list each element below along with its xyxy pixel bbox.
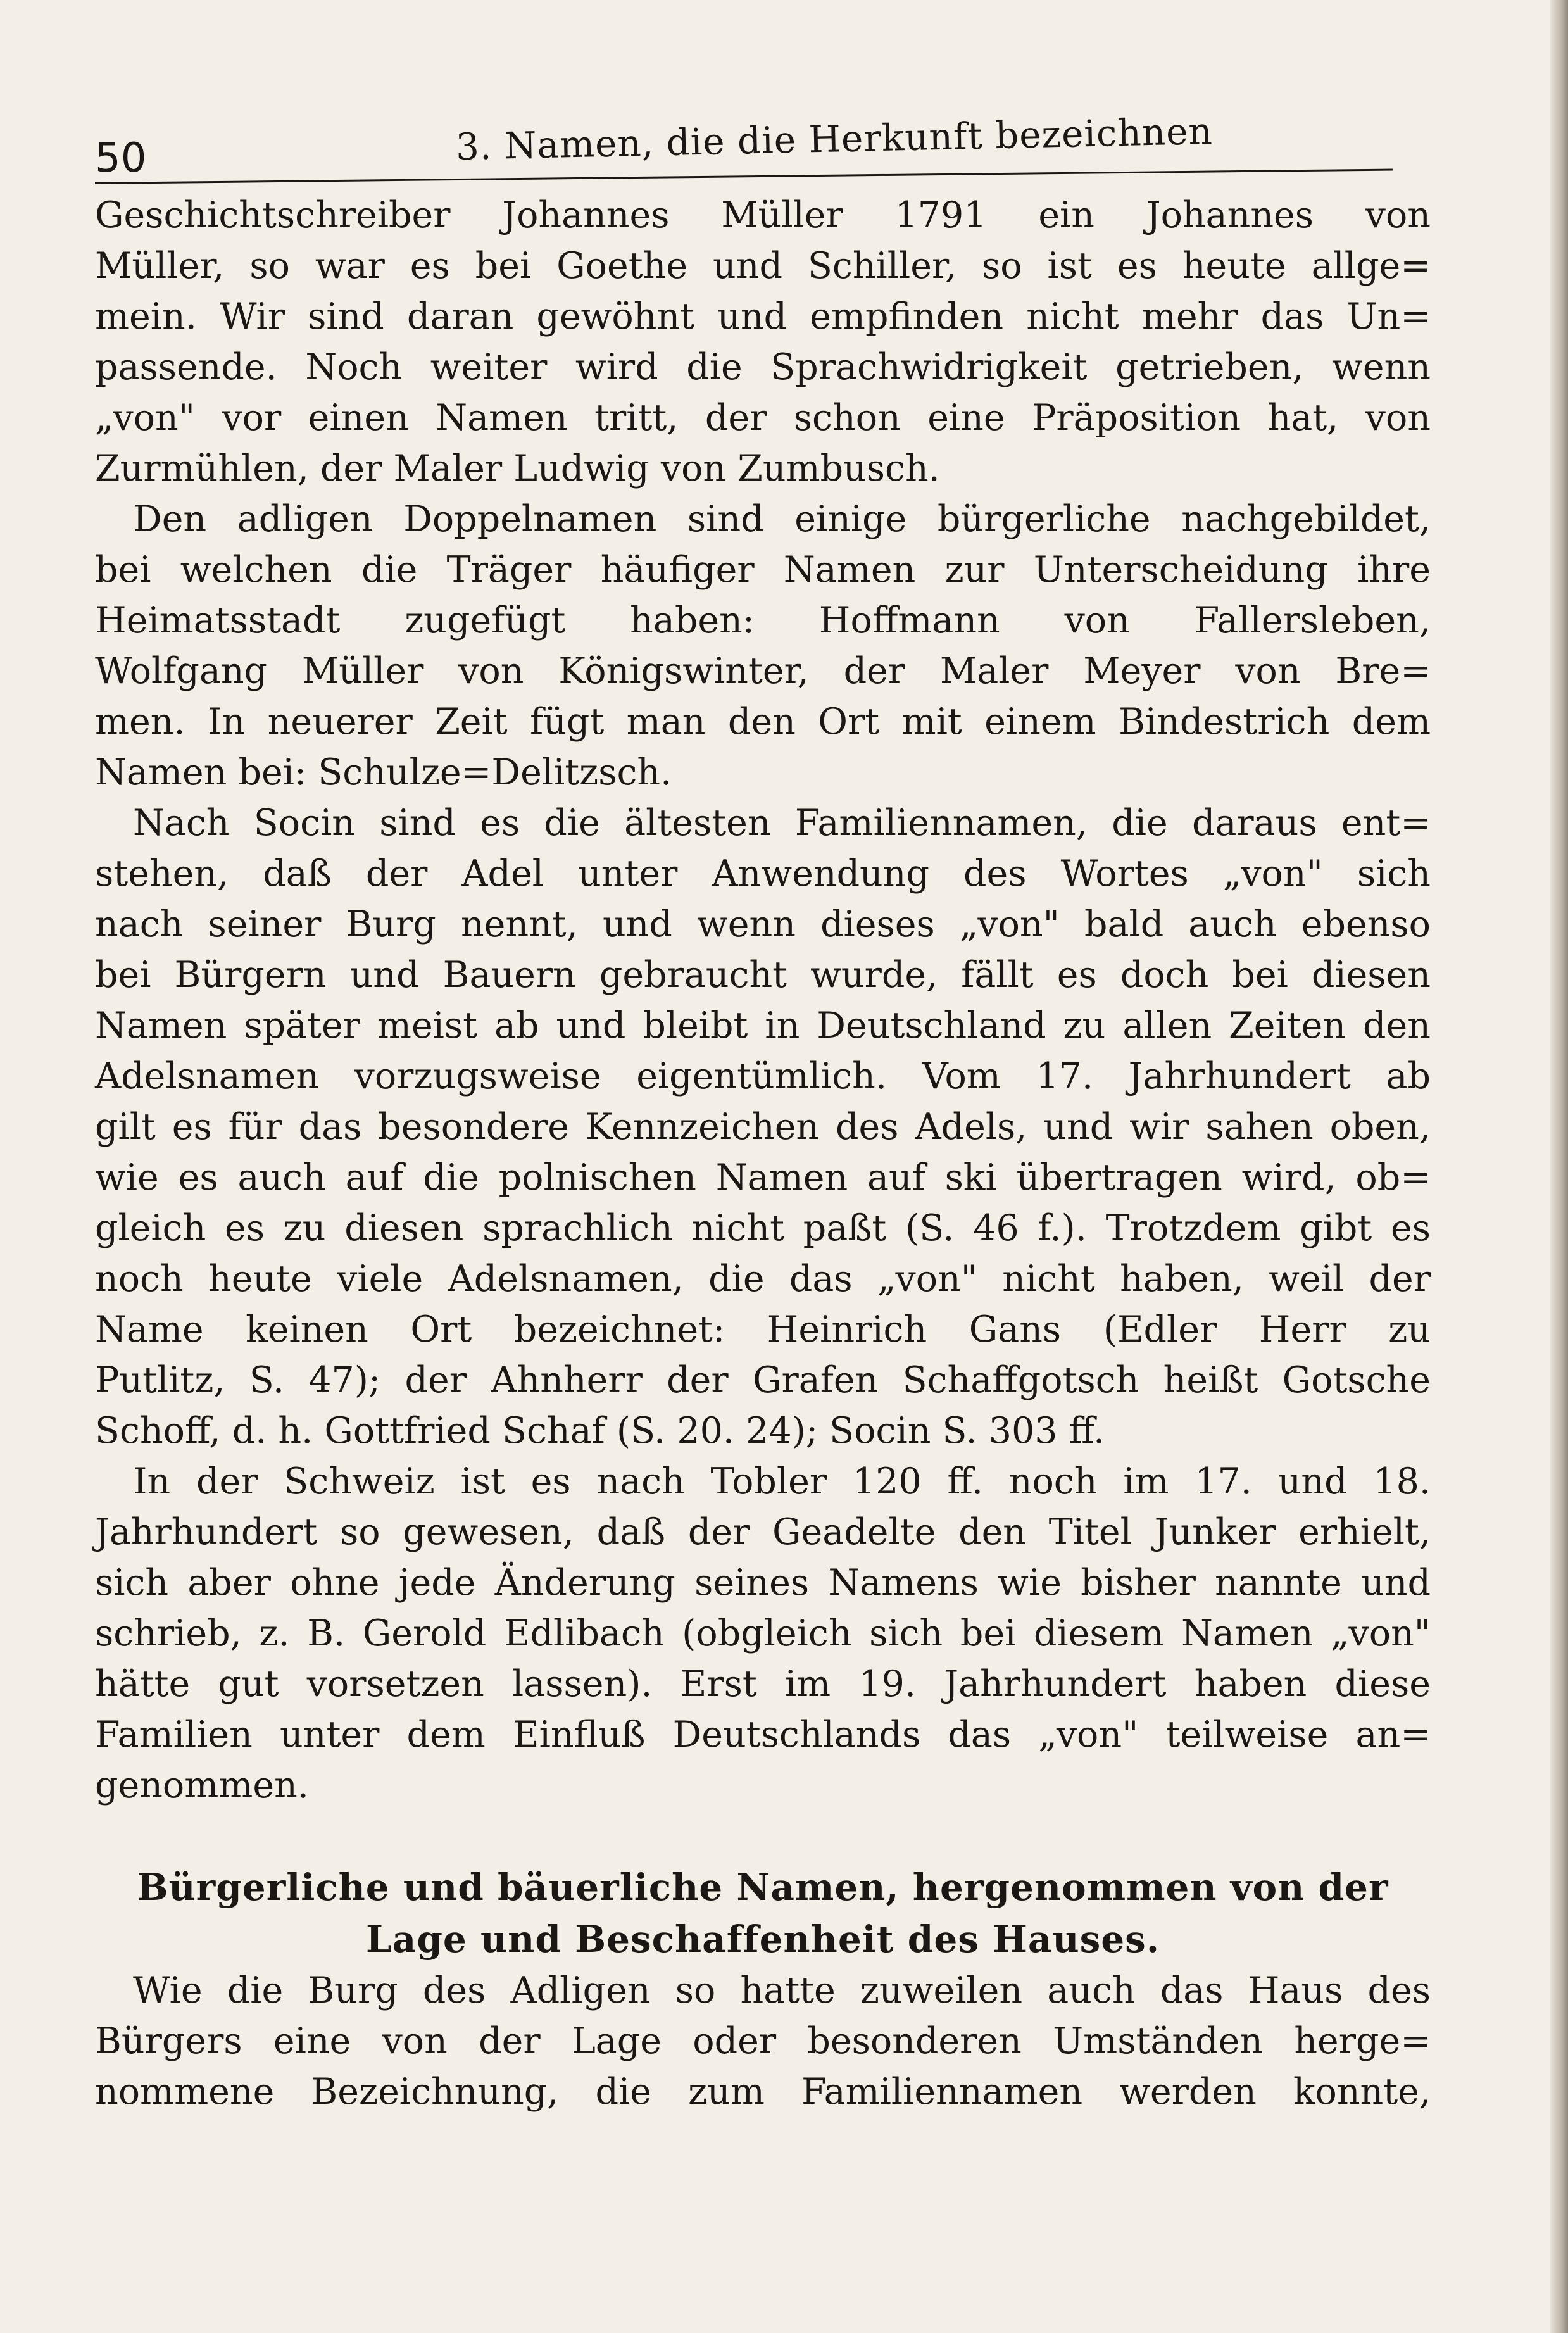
text-line: „von" vor einen Namen tritt, der schon eine Präposition hat, von: [95, 397, 1431, 439]
text-line: Familien unter dem Einfluß Deutschlands das „von" teilweise an=: [95, 1714, 1431, 1756]
text-line: stehen, daß der Adel unter Anwendung des Wortes „von" sich: [95, 853, 1431, 895]
text-line: Wolfgang Müller von Königswinter, der Maler Meyer von Bre=: [95, 650, 1431, 692]
text-line: hätte gut vorsetzen lassen). Erst im 19. Jahrhundert haben diese: [95, 1663, 1431, 1705]
text-line: Bürgers eine von der Lage oder besonderen Umständen herge=: [95, 2020, 1431, 2062]
running-head: 3. Namen, die die Herkunft bezeichnen: [455, 109, 1214, 168]
text-line: mein. Wir sind daran gewöhnt und empfinden nicht mehr das Un=: [95, 296, 1431, 337]
header-rule: [95, 169, 1393, 184]
paragraph: [95, 190, 1431, 494]
text-line: nommene Bezeichnung, die zum Familiennamen werden konnte,: [95, 2071, 1431, 2113]
text-line: Namen später meist ab und bleibt in Deutschland zu allen Zeiten den: [95, 1005, 1431, 1047]
text-line: nach seiner Burg nennt, und wenn dieses „von" bald auch ebenso: [95, 903, 1431, 945]
text-line: gilt es für das besondere Kennzeichen des Adels, und wir sahen oben,: [95, 1106, 1431, 1148]
text-line: Nach Socin sind es die ältesten Familiennamen, die daraus ent=: [133, 802, 1431, 844]
text-line: In der Schweiz ist es nach Tobler 120 ff. noch im 17. und 18.: [133, 1461, 1431, 1502]
section-heading: [95, 1861, 1431, 1965]
text-line: Adelsnamen vorzugsweise eigentümlich. Vom 17. Jahrhundert ab: [95, 1055, 1431, 1097]
text-line: Schoff, d. h. Gottfried Schaf (S. 20. 24); Socin S. 303 ff.: [95, 1410, 1105, 1452]
text-line: Den adligen Doppelnamen sind einige bürgerliche nachgebildet,: [133, 498, 1431, 540]
text-line: Putlitz, S. 47); der Ahnherr der Grafen Schaffgotsch heißt Gotsche: [95, 1359, 1431, 1401]
paragraph: [95, 494, 1431, 798]
body-text: [95, 190, 1431, 2117]
text-line: schrieb, z. B. Gerold Edlibach (obgleich sich bei diesem Namen „von": [95, 1613, 1431, 1654]
text-line: Name keinen Ort bezeichnet: Heinrich Gans (Edler Herr zu: [95, 1309, 1431, 1350]
text-line: gleich es zu diesen sprachlich nicht paßt (S. 46 f.). Trotzdem gibt es: [95, 1207, 1431, 1249]
text-line: bei Bürgern und Bauern gebraucht wurde, fällt es doch bei diesen: [95, 954, 1431, 996]
page-edge-shadow: [1550, 0, 1568, 2333]
page-header: [95, 109, 1393, 182]
section-heading-line: Lage und Beschaffenheit des Hauses.: [365, 1918, 1160, 1961]
text-line: Namen bei: Schulze=Delitzsch.: [95, 751, 672, 793]
text-line: bei welchen die Träger häufiger Namen zur Unterscheidung ihre: [95, 549, 1431, 591]
text-line: Zurmühlen, der Maler Ludwig von Zumbusch.: [95, 448, 940, 489]
text-line: sich aber ohne jede Änderung seines Namens wie bisher nannte und: [95, 1562, 1431, 1604]
text-line: wie es auch auf die polnischen Namen auf ski übertragen wird, ob=: [95, 1157, 1431, 1198]
paragraph: [95, 1965, 1431, 2117]
text-line: genommen.: [95, 1764, 309, 1806]
text-line: Heimatsstadt zugefügt haben: Hoffmann von Fallersleben,: [95, 600, 1431, 641]
section-heading-line: Bürgerliche und bäuerliche Namen, hergenommen von der: [137, 1866, 1389, 1909]
text-line: Wie die Burg des Adligen so hatte zuweilen auch das Haus des: [133, 1970, 1431, 2011]
text-line: men. In neuerer Zeit fügt man den Ort mit einem Bindestrich dem: [95, 701, 1431, 743]
text-line: Müller, so war es bei Goethe und Schiller, so ist es heute allge=: [95, 245, 1431, 287]
page-number: 50: [95, 135, 147, 182]
paragraph: [95, 1456, 1431, 1811]
section-gap: [95, 1811, 1431, 1861]
text-line: Jahrhundert so gewesen, daß der Geadelte den Titel Junker erhielt,: [95, 1511, 1431, 1553]
paragraph: [95, 798, 1431, 1456]
text-line: passende. Noch weiter wird die Sprachwidrigkeit getrieben, wenn: [95, 346, 1431, 388]
text-line: noch heute viele Adelsnamen, die das „von" nicht haben, weil der: [95, 1258, 1431, 1300]
text-line: Geschichtschreiber Johannes Müller 1791 ein Johannes von: [95, 194, 1431, 236]
